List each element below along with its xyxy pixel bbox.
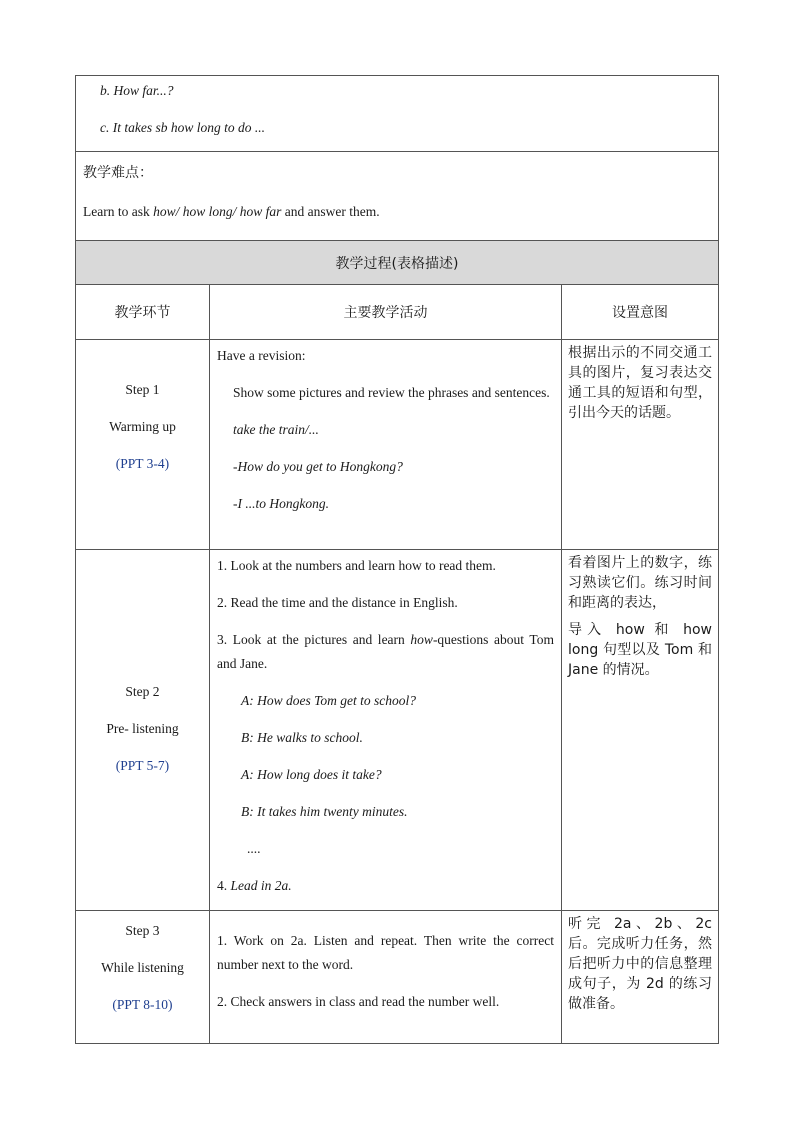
- step-2-cell: [76, 550, 210, 911]
- step-3-activity: 1. Work on 2a. Listen and repeat. Then write the correct number next to the word. 2. Check answers in class and read the number well.: [210, 911, 562, 1044]
- step-1-label: Step 1: [125, 382, 160, 397]
- step-2-row: [76, 550, 719, 911]
- objectives-row: [76, 76, 719, 152]
- col-header-purpose: 设置意图: [562, 285, 719, 340]
- objective-c: c. It takes sb how long to do ...: [100, 120, 265, 135]
- col-header-step: 教学环节: [76, 285, 210, 340]
- step-1-row: [76, 340, 719, 550]
- step-1-cell: [76, 340, 210, 550]
- process-header: 教学过程(表格描述): [76, 241, 719, 285]
- step-3-row: [76, 911, 719, 1044]
- step-1-activity: Have a revision: Show some pictures and review the phrases and sentences. take the train/... -How do you get to Hongkong? -I ...to Hongkong.: [210, 340, 562, 550]
- step-2-purpose: 看着图片上的数字，练习熟读它们。练习时间和距离的表达， 导入 how 和 how long 句型以及 Tom 和 Jane 的情况。: [562, 550, 719, 911]
- step-3-purpose: 听完 2a、2b、2c 后。完成听力任务，然后把听力中的信息整理成句子，为 2d 的练习做准备。: [562, 911, 719, 1044]
- step-2-ppt: (PPT 5-7): [115, 757, 170, 773]
- step-1-name: Warming up: [109, 419, 176, 434]
- objective-b: b. How far...?: [100, 83, 174, 98]
- difficulty-row: [76, 152, 719, 241]
- process-header-row: [76, 241, 719, 285]
- difficulty-title: 教学难点：: [83, 165, 153, 181]
- col-header-activity: 主要教学活动: [210, 285, 562, 340]
- step-1-purpose: 根据出示的不同交通工具的图片，复习表达交通工具的短语和句型，引出今天的话题。: [562, 340, 719, 550]
- difficulty-text: Learn to ask how/ how long/ how far and answer them.: [83, 204, 380, 219]
- step-3-ppt: (PPT 8-10): [112, 996, 173, 1012]
- step-3-cell: [76, 911, 210, 1044]
- step-3-label: Step 3: [125, 922, 160, 938]
- step-2-activity: 1. Look at the numbers and learn how to read them. 2. Read the time and the distance in English. 3. Look at the pictures and learn how-questions about Tom and Jane. A: How does Tom get to school? B: He walks to school. A: How long does it take? B: It takes him twenty minutes. .... 4. Lead in 2a.: [210, 550, 562, 911]
- step-2-label: Step 2: [125, 683, 160, 699]
- step-1-ppt: (PPT 3-4): [115, 456, 170, 471]
- lesson-table: [75, 75, 719, 1044]
- step-2-name: Pre- listening: [106, 720, 179, 736]
- column-header-row: [76, 285, 719, 340]
- step-3-name: While listening: [101, 959, 184, 975]
